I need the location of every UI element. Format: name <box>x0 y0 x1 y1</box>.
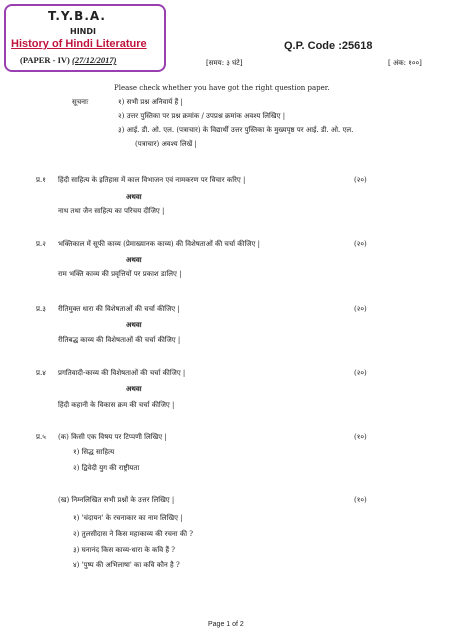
question-number: प्र.२ <box>36 240 46 248</box>
question-text: भक्तिकाल में सूफी काव्य (प्रेमाख्यानक काव्य) की विशेषताओं की चर्चा कीजिए | <box>58 240 260 248</box>
question-marks: (२०) <box>354 240 367 248</box>
question-text: हिंदी साहित्य के इतिहास में काल विभाजन एवं नामकरण पर विचार करिए | <box>58 176 246 184</box>
sub-item: १) 'चंदायन' के रचनाकार का नाम लिखिए | <box>73 514 183 522</box>
sub-item: १) सिद्ध साहित्य <box>73 448 115 456</box>
question-marks: (२०) <box>354 369 367 377</box>
question-marks: (१०) <box>354 496 367 504</box>
total-marks: [ अंक: १००] <box>388 59 422 67</box>
or-label: अथवा <box>126 192 142 201</box>
or-label: अथवा <box>126 255 142 264</box>
question-alt-text: राम भक्ति काव्य की प्रवृत्तियों पर प्रकाश डालिए | <box>58 270 182 278</box>
or-label: अथवा <box>126 384 142 393</box>
question-number: प्र.३ <box>36 305 46 313</box>
paper-number: (PAPER - IV) <box>20 55 73 65</box>
question-number: प्र.५ <box>36 433 46 441</box>
instruction-item: १) सभी प्रश्न अनिवार्य हैं | <box>118 98 183 106</box>
page-number: Page 1 of 2 <box>208 621 244 628</box>
question-text: (ख) निम्नलिखित सभी प्रश्नों के उत्तर लिखिए | <box>58 496 175 504</box>
question-alt-text: नाथ तथा जैन साहित्य का परिचय दीजिए | <box>58 207 165 215</box>
instruction-item: २) उत्तर पुस्तिका पर प्रश्न क्रमांक / उपप्रश्न क्रमांक अवश्य लिखिए | <box>118 112 286 120</box>
question-text: प्रगतिवादी-काव्य की विशेषताओं की चर्चा कीजिए | <box>58 369 186 377</box>
check-note: Please check whether you have got the right question paper. <box>114 84 330 92</box>
question-marks: (२०) <box>354 305 367 313</box>
question-text: रीतिमुक्त धारा की विशेषताओं की चर्चा कीजिए | <box>58 305 180 313</box>
question-number: प्र.४ <box>36 369 46 377</box>
paper-label <box>20 55 116 65</box>
question-text: (क) किसी एक विषय पर टिप्पणी लिखिए | <box>58 433 167 441</box>
instruction-item: (पत्राचार) अवश्य लिखें | <box>135 140 197 148</box>
question-number: प्र.१ <box>36 176 46 184</box>
instructions-label: सूचनाः <box>72 98 89 106</box>
paper-date: (27/12/2017) <box>72 55 117 65</box>
sub-item: ४) 'पुष्प की अभिलाषा' का कवि कौन है ? <box>73 561 180 569</box>
question-marks: (१०) <box>354 433 367 441</box>
sub-item: २) द्विवेदी युग की राष्ट्रीयता <box>73 464 140 472</box>
sub-item: ३) घनानंद किस काव्य-धारा के कवि हैं ? <box>73 546 176 554</box>
instruction-item: ३) आई. डी. ओ. एल. (पत्राचार) के विद्यार्थी उत्तर पुस्तिका के मुख्यपृष्ठ पर आई. डी. ओ. एल. <box>118 126 354 134</box>
course-title: T.Y.B.A. <box>48 9 106 23</box>
question-alt-text: रीतिबद्ध काव्य की विशेषताओं की चर्चा कीजिए | <box>58 336 181 344</box>
sub-item: २) तुलसीदास ने किस महाकाव्य की रचना की ? <box>73 530 194 538</box>
subject-title: History of Hindi Literature <box>11 38 147 50</box>
qp-code: Q.P. Code :25618 <box>284 40 373 52</box>
question-alt-text: हिंदी कहानी के विकास क्रम की चर्चा कीजिए | <box>58 401 175 409</box>
language-label: HINDI <box>70 27 96 36</box>
question-marks: (२०) <box>354 176 367 184</box>
time-allowed: [समय: ३ घंटे] <box>206 59 243 67</box>
or-label: अथवा <box>126 320 142 329</box>
